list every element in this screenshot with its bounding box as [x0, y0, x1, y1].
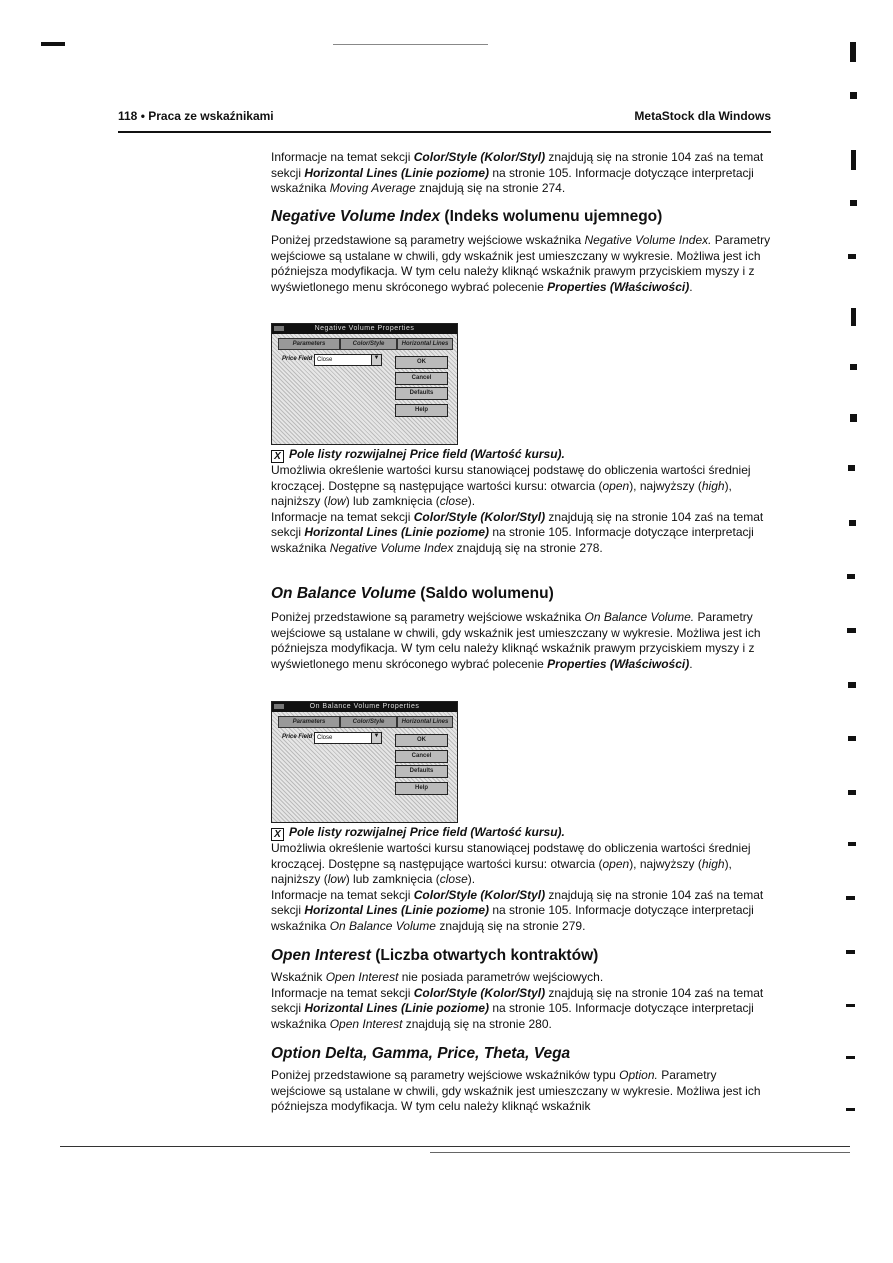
- dialog-titlebar: On Balance Volume Properties: [272, 702, 457, 712]
- tab-horizontal-lines[interactable]: Horizontal Lines: [397, 338, 453, 350]
- section-title: On Balance Volume (Saldo wolumenu): [271, 585, 554, 602]
- scan-mark: [851, 150, 856, 170]
- dialog-titlebar: Negative Volume Properties: [272, 324, 457, 334]
- section-obv: On Balance Volume (Saldo wolumenu) Poniżej przedstawione są parametry wejściowe wskaźnika On Balance Volume. Parametry wejściowe są ustalane w chwili, gdy wskaźnik jest umieszczany w wykresie. Możliwa jest ich późniejsza modyfikacja. W tym celu należy kliknąć wskaźnik prawym przyciskiem myszy i z wyświetlonego menu skróconego wybrać polecenie Properties (Właściwości).: [271, 584, 771, 672]
- intro-paragraph: Informacje na temat sekcji Color/Style (Kolor/Styl) znajdują się na stronie 104 zaś na temat sekcji Horizontal Lines (Linie poziome) na stronie 105. Informacje dotyczące interpretacji wskaźnika Moving Average znajdują się na stronie 274.: [271, 150, 764, 196]
- top-faint-rule: [333, 44, 488, 45]
- tab-color-style[interactable]: Color/Style: [340, 716, 397, 728]
- price-field-label: Price Field: [282, 734, 313, 740]
- scan-mark: [846, 950, 855, 954]
- section-option: Option Delta, Gamma, Price, Theta, Vega Poniżej przedstawione są parametry wejściowe wskaźników typu Option. Parametry wejściowe są ustalane w chwili, gdy wskaźnik jest umieszczany w wykresie. Możliwa jest ich późniejsza modyfikacja. W tym celu należy kliknąć wskaźnik: [271, 1044, 771, 1115]
- help-button[interactable]: Help: [395, 404, 448, 417]
- price-field-label: Price Field: [282, 356, 313, 362]
- scan-mark: [846, 1056, 855, 1059]
- price-field-select[interactable]: Close ▼: [314, 732, 382, 744]
- defaults-button[interactable]: Defaults: [395, 765, 448, 778]
- dropdown-arrow-icon[interactable]: ▼: [371, 355, 381, 365]
- checkbox-icon: X: [271, 828, 284, 841]
- checkbox-caption: X Pole listy rozwijalnej Price field (Wartość kursu).: [271, 447, 771, 463]
- scan-mark: [846, 1108, 855, 1111]
- help-button[interactable]: Help: [395, 782, 448, 795]
- scan-mark: [850, 92, 857, 99]
- nvi-properties-dialog: [271, 323, 458, 445]
- nvi-price-field-desc: X Pole listy rozwijalnej Price field (Wartość kursu). Umożliwia określenie wartości kursu stanowiącej podstawę do obliczenia wartości średniej kroczącej. Dostępne są następujące wartości kursu: otwarcia (open), najwyższy (high), najniższy (low) lub zamknięcia (close). Informacje na temat sekcji Color/Style (Kolor/Styl) znajdują się na stronie 104 zaś na temat sekcji Horizontal Lines (Linie poziome) na stronie 105. Informacje dotyczące interpretacji wskaźnika Negative Volume Index znajdują się na stronie 278.: [271, 447, 771, 557]
- scan-mark: [848, 790, 856, 795]
- section-title: Option Delta, Gamma, Price, Theta, Vega: [271, 1045, 571, 1062]
- checkbox-icon: X: [271, 450, 284, 463]
- checkbox-caption: X Pole listy rozwijalnej Price field (Wartość kursu).: [271, 825, 771, 841]
- cancel-button[interactable]: Cancel: [395, 372, 448, 385]
- scan-mark: [848, 736, 856, 741]
- section-title: Open Interest (Liczba otwartych kontraktów): [271, 947, 599, 964]
- scan-mark: [846, 896, 855, 900]
- system-menu-icon[interactable]: [274, 704, 284, 709]
- price-field-select[interactable]: Close ▼: [314, 354, 382, 366]
- scan-mark: [41, 42, 65, 46]
- ok-button[interactable]: OK: [395, 356, 448, 369]
- tab-horizontal-lines[interactable]: Horizontal Lines: [397, 716, 453, 728]
- cancel-button[interactable]: Cancel: [395, 750, 448, 763]
- section-nvi: Negative Volume Index (Indeks wolumenu ujemnego) Poniżej przedstawione są parametry wejściowe wskaźnika Negative Volume Index. Parametry wejściowe są ustalane w chwili, gdy wskaźnik jest umieszczany w wykresie. Możliwa jest ich późniejsza modyfikacja. W tym celu należy kliknąć wskaźnik prawym przyciskiem myszy i z wyświetlonego menu skróconego wybrać polecenie Properties (Właściwości).: [271, 208, 771, 294]
- scan-mark: [846, 1004, 855, 1007]
- running-header: [118, 109, 771, 127]
- header-rule: [118, 131, 771, 133]
- bottom-rule: [60, 1146, 850, 1147]
- scan-mark: [848, 682, 856, 688]
- obv-properties-dialog: [271, 701, 458, 823]
- system-menu-icon[interactable]: [274, 326, 284, 331]
- scan-mark: [850, 200, 857, 206]
- scan-mark: [850, 364, 857, 370]
- tab-color-style[interactable]: Color/Style: [340, 338, 397, 350]
- ok-button[interactable]: OK: [395, 734, 448, 747]
- scan-mark: [851, 308, 856, 326]
- scan-mark: [848, 842, 856, 846]
- scan-mark: [850, 414, 857, 422]
- tab-parameters[interactable]: Parameters: [278, 338, 340, 350]
- dropdown-arrow-icon[interactable]: ▼: [371, 733, 381, 743]
- section-open-interest: Open Interest (Liczba otwartych kontraktów) Wskaźnik Open Interest nie posiada parametrów wejściowych. Informacje na temat sekcji Color/Style (Kolor/Styl) znajdują się na stronie 104 zaś na temat sekcji Horizontal Lines (Linie poziome) na stronie 105. Informacje dotyczące interpretacji wskaźnika Open Interest znajdują się na stronie 280.: [271, 946, 771, 1032]
- defaults-button[interactable]: Defaults: [395, 387, 448, 400]
- obv-price-field-desc: X Pole listy rozwijalnej Price field (Wartość kursu). Umożliwia określenie wartości kursu stanowiącej podstawę do obliczenia wartości średniej kroczącej. Dostępne są następujące wartości kursu: otwarcia (open), najwyższy (high), najniższy (low) lub zamknięcia (close). Informacje na temat sekcji Color/Style (Kolor/Styl) znajdują się na stronie 104 zaś na temat sekcji Horizontal Lines (Linie poziome) na stronie 105. Informacje dotyczące interpretacji wskaźnika On Balance Volume znajdują się na stronie 279.: [271, 825, 771, 935]
- scan-mark: [849, 520, 856, 526]
- scan-mark: [848, 254, 856, 259]
- header-right: MetaStock dla Windows: [634, 109, 771, 123]
- header-left: 118 • Praca ze wskaźnikami: [118, 109, 274, 123]
- scan-mark: [847, 574, 855, 579]
- scan-mark: [850, 42, 856, 62]
- section-title: Negative Volume Index (Indeks wolumenu ujemnego): [271, 208, 663, 225]
- tab-parameters[interactable]: Parameters: [278, 716, 340, 728]
- scan-mark: [847, 628, 856, 633]
- bottom-rule-2: [430, 1152, 850, 1153]
- scan-mark: [848, 465, 855, 471]
